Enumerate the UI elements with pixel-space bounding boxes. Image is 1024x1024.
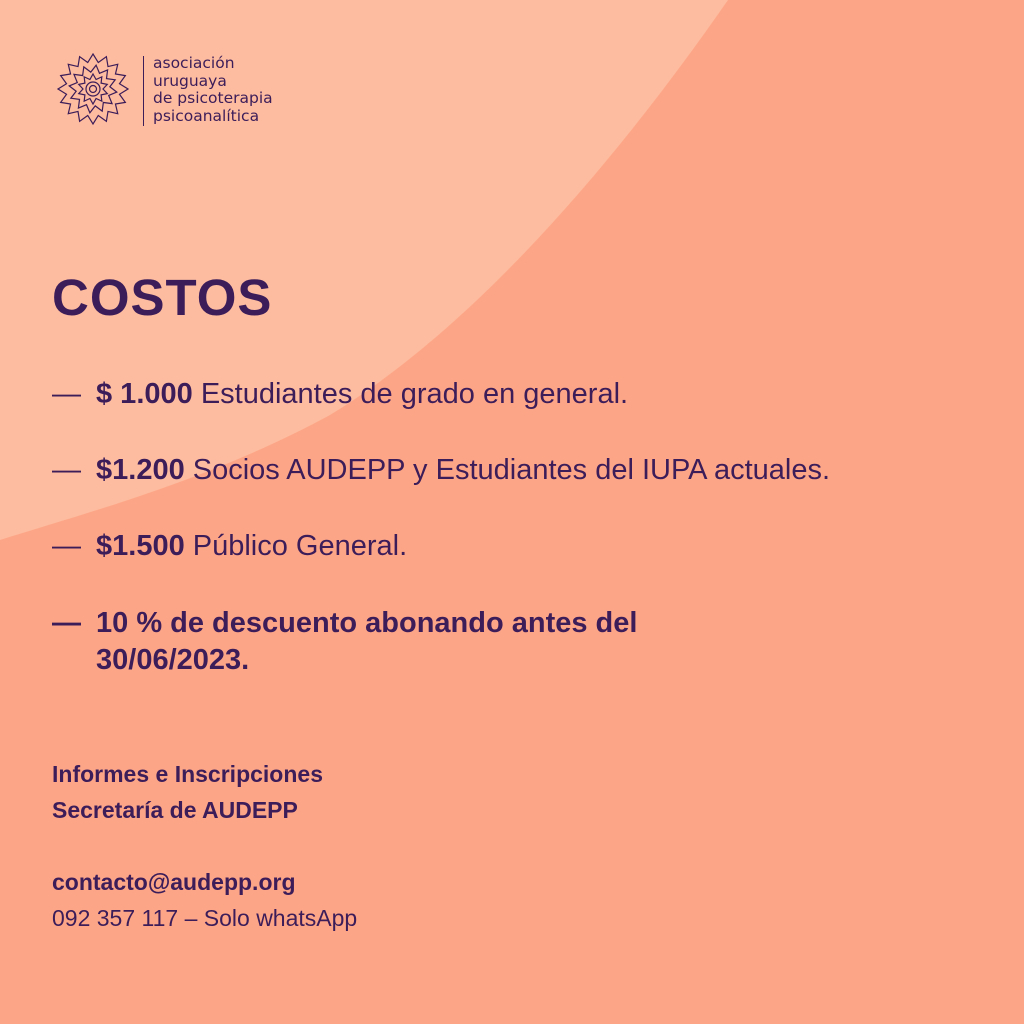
item-price: $ 1.000 (96, 378, 193, 410)
logo-line: psicoanalítica (153, 106, 260, 125)
item-text: Estudiantes de grado en general. (192, 378, 629, 410)
logo (56, 52, 130, 131)
discount-line-1: 10 % de descuento abonando antes del (96, 607, 638, 639)
item-price: $1.200 (96, 454, 185, 486)
email-link[interactable]: contacto@audepp.org (52, 869, 296, 895)
item-dash: — (52, 530, 81, 562)
secretary-heading: Secretaría de AUDEPP (52, 797, 298, 823)
logo-line: asociación (153, 54, 235, 72)
mandala-sun-icon (56, 52, 130, 126)
item-price: $1.500 (96, 530, 185, 562)
item-text: Socios AUDEPP y Estudiantes del IUPA actuales. (184, 454, 831, 486)
logo-text (153, 55, 273, 125)
item-dash: — (52, 378, 81, 410)
discount-line-2: 30/06/2023. (96, 644, 250, 676)
price-item (52, 528, 407, 565)
logo-divider (143, 56, 144, 126)
discount-item (52, 605, 637, 679)
price-item (52, 376, 628, 413)
phone-text: 092 357 117 – Solo whatsApp (52, 905, 358, 931)
logo-line: uruguaya (153, 71, 227, 90)
item-text: Público General. (184, 530, 408, 562)
price-item (52, 452, 830, 489)
item-dash: — (52, 607, 81, 639)
info-heading: Informes e Inscripciones (52, 761, 323, 787)
page-title: COSTOS (52, 269, 273, 326)
item-dash: — (52, 454, 81, 486)
logo-line: de psicoterapia (153, 89, 273, 107)
